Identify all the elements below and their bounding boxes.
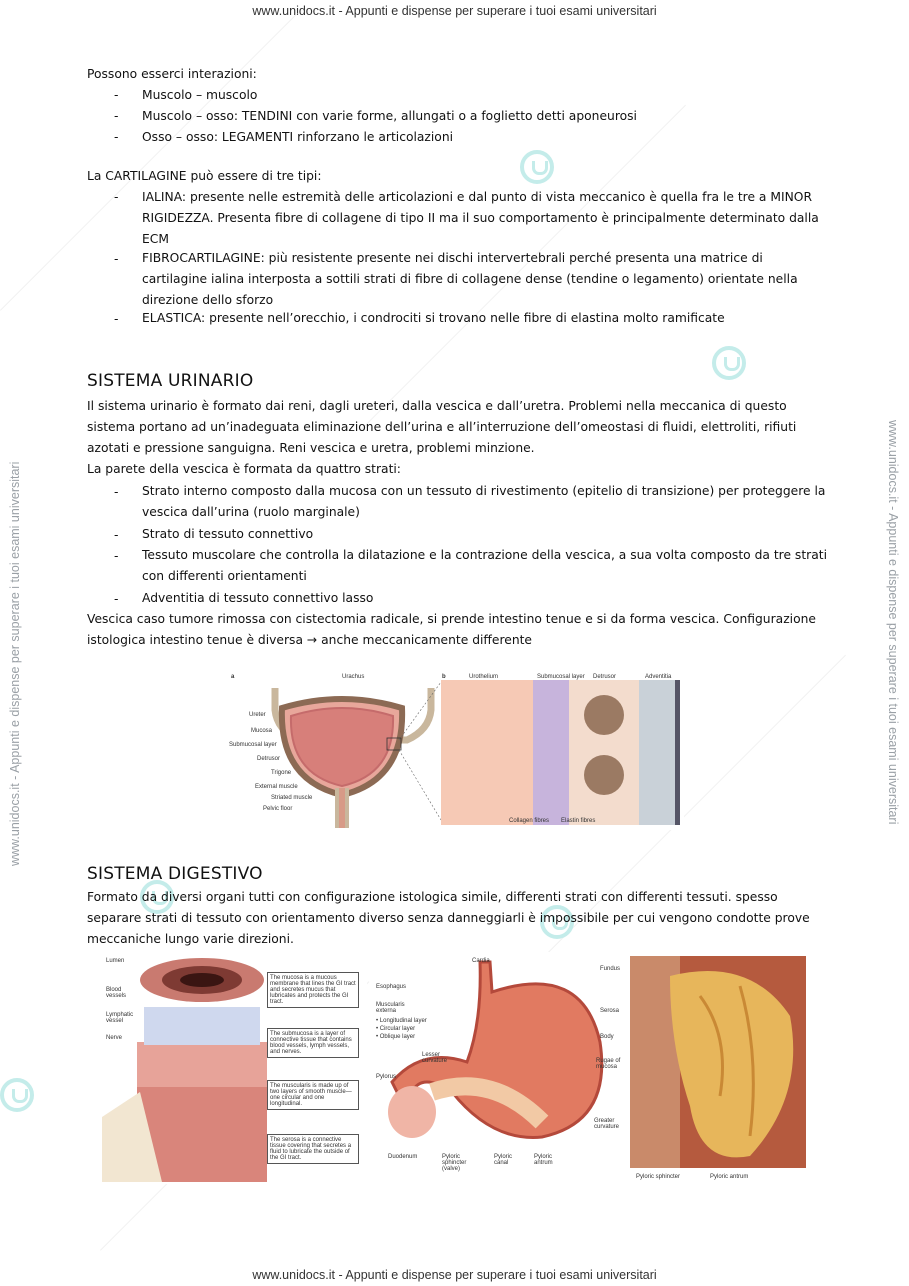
bullet-dash: - [114,190,119,204]
list-item: Strato di tessuto connettivo [142,527,314,541]
list-item: Muscolo – muscolo [142,88,258,102]
figure-label: Blood vessels [106,987,127,999]
urinary-paragraph-3: Vescica caso tumore rimossa con cistectomia radicale, si prende intestino tenue e si da forma vescica. Configurazione istologica intestino tenue è diversa → anche meccanicamente differente [87,612,816,647]
list-item: Tessuto muscolare che controlla la dilatazione e la contrazione della vescica, a sua volta composto da tre strati con differenti orientamenti [142,548,827,583]
figure-caption-box: The mucosa is a mucous membrane that lines the GI tract and secretes mucus that lubricates and protects the GI tract. [267,972,359,1008]
figure-label: Submucosal layer [537,674,585,680]
figure-label: Detrusor [593,674,617,680]
figure-label: Lymphatic vessel [106,1012,134,1024]
bullet-dash: - [114,130,119,144]
figure-caption-box: The serosa is a connective tissue covering that secretes a fluid to lubricate the outside of the GI tract. [267,1134,359,1164]
figure-label: Nerve [106,1035,123,1041]
figure-label: • Longitudinal layer [376,1018,427,1024]
bullet-dash: - [114,312,119,326]
header-banner[interactable]: www.unidocs.it - Appunti e dispense per superare i tuoi esami universitari [252,4,657,18]
interactions-intro: Possono esserci interazioni: [87,67,257,81]
list-item: IALINA: presente nelle estremità delle articolazioni e dal punto di vista meccanico è quella fra le tre a MINOR RIGIDEZZA. Presenta fibre di collagene di tipo II ma il suo comportamento è principalmente determinato dalla ECM [142,190,819,246]
figure-label: Collagen fibres [509,818,550,824]
figure-label: Pylorus [376,1074,397,1080]
list-item: Osso – osso: LEGAMENTI rinforzano le articolazioni [142,130,454,144]
figure-label: Trigone [271,770,292,776]
side-watermark-left: www.unidocs.it - Appunti e dispense per superare i tuoi esami universitari [8,461,22,866]
figure-label: Greater curvature [594,1118,620,1130]
gi-tract-layers-figure [102,952,367,1184]
bullet-dash: - [114,592,119,606]
figure-caption-box: The muscularis is made up of two layers of smooth muscle—one circular and one longitudinal. [267,1080,359,1110]
figure-label: Pyloric antrum [710,1174,749,1180]
figure-label: Lesser curvature [422,1052,448,1064]
list-item: Strato interno composto dalla mucosa con un tessuto di rivestimento (epitelio di transizione) per proteggere la vescica dall’urina (ruolo marginale) [142,484,826,519]
digestive-paragraph: Formato da diversi organi tutti con configurazione istologica simile, differenti strati con differenti tessuti. spesso separare strati di tessuto con orientamento diverso senza danneggiarli è impossibile per cui vengono condotte prove meccaniche lungo varie direzioni. [87,890,810,946]
bullet-dash: - [114,528,119,542]
unidocs-logo-watermark [712,346,746,380]
urinary-paragraph-2: La parete della vescica è formata da quattro strati: [87,462,401,476]
panel-label: a [231,674,235,680]
unidocs-logo-watermark [0,1078,34,1112]
figure-label: Mucosa [251,728,273,734]
bullet-dash: - [114,109,119,123]
figure-label: Pelvic floor [263,806,293,812]
section-heading-digestive: SISTEMA DIGESTIVO [87,864,263,884]
figure-label: Urothelium [469,674,499,680]
bladder-illustration [227,670,684,830]
urinary-paragraph: Il sistema urinario è formato dai reni, dagli ureteri, dalla vescica e dall’uretra. Problemi nella meccanica di questo sistema portano ad un’inadeguata eliminazione dell’urina e all’interruzione dell’omeostasi di fluidi, elettroliti, rifiuti azotati e pressione sanguigna. Reni vescica e uretra, problemi minzione. [87,399,797,455]
figure-label: Ureter [249,712,266,718]
figure-label: Adventitia [645,674,672,680]
list-item: Adventitia di tessuto connettivo lasso [142,591,374,605]
figure-label: Lumen [106,958,125,964]
bullet-dash: - [114,88,119,102]
list-item: ELASTICA: presente nell’orecchio, i condrociti si trovano nelle fibre di elastina molto ramificate [142,311,725,325]
figure-label: Serosa [600,1008,620,1014]
bladder-wall-figure [227,670,684,830]
figure-label: Striated muscle [271,795,313,801]
figure-label: Esophagus [376,984,407,990]
figure-label: • Oblique layer [376,1034,416,1040]
stomach-photo-figure [630,956,806,1184]
figure-label: Pyloric antrum [534,1154,553,1166]
figure-label: • Circular layer [376,1026,416,1032]
figure-label: Elastin fibres [561,818,596,824]
panel-label: b [442,674,446,680]
figure-label: Detrusor [257,756,281,762]
cartilage-intro: La CARTILAGINE può essere di tre tipi: [87,169,322,183]
bullet-dash: - [114,252,119,266]
figure-label: External muscle [255,784,298,790]
figure-label: Pyloric sphincter [636,1174,681,1180]
bullet-dash: - [114,549,119,563]
figure-label: Muscularis externa [376,1002,405,1014]
list-item: Muscolo – osso: TENDINI con varie forme, allungati o a foglietto detti aponeurosi [142,109,637,123]
section-heading-urinary: SISTEMA URINARIO [87,371,254,391]
stomach-illustration [372,952,630,1184]
side-watermark-right: www.unidocs.it - Appunti e dispense per superare i tuoi esami universitari [886,420,900,825]
figure-label: Cardia [472,958,490,964]
figure-label: Pyloric canal [494,1154,513,1166]
figure-label: Rugae of mucosa [596,1058,621,1070]
figure-caption-box: The submucosa is a layer of connective tissue that contains blood vessels, lymph vessels, and nerves. [267,1028,359,1058]
figure-label: Fundus [600,966,621,972]
bullet-dash: - [114,485,119,499]
figure-label: Body [600,1034,614,1040]
stomach-photo [630,956,806,1168]
stomach-anatomy-figure [372,952,630,1184]
figure-label: Urachus [342,674,365,680]
figure-label: Submucosal layer [229,742,277,748]
figure-label: Pyloric sphincter (valve) [442,1154,467,1172]
footer-banner[interactable]: www.unidocs.it - Appunti e dispense per superare i tuoi esami universitari [252,1268,657,1282]
list-item: FIBROCARTILAGINE: più resistente presente nei dischi intervertebrali perché presenta una matrice di cartilagine ialina interposta a sottili strati di fibre di collagene dense (tendine o legamento) orientate nella direzione dello sforzo [142,251,798,307]
figure-label: Duodenum [388,1154,418,1160]
